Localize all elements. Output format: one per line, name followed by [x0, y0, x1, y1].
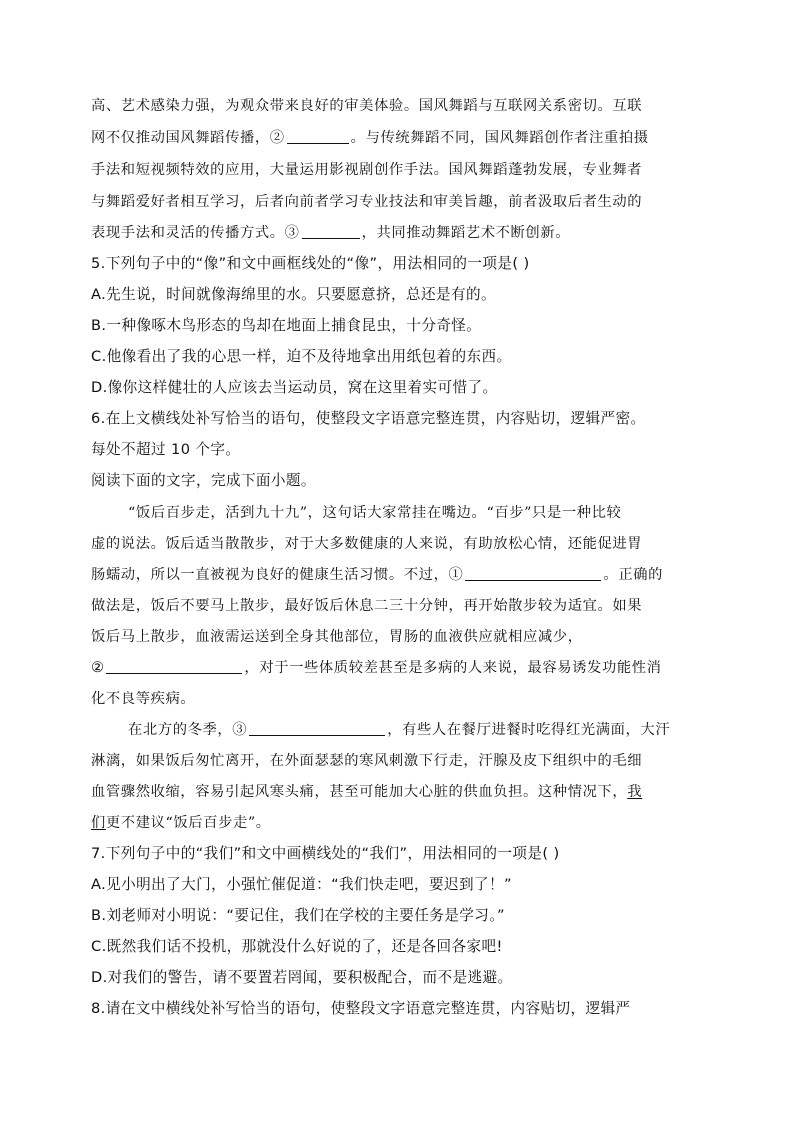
passage1-text: 与舞蹈爱好者相互学习，后者向前者学习专业技法和审美旨趣，前者汲取后者生动的: [91, 194, 643, 210]
passage2-text: 在北方的冬季，③: [128, 722, 248, 738]
reading-instruction: 阅读下面的文字，完成下面小题。: [91, 472, 316, 489]
question-8-stem: 8.请在文中横线处补写恰当的语句，使整段文字语意完整连贯，内容贴切，逻辑严: [91, 1000, 631, 1017]
passage1-text: 。与传统舞蹈不同，国风舞蹈创作者注重拍摄: [350, 130, 649, 146]
passage2-text: “饭后百步走，活到九十九”，这句话大家常挂在嘴边。“百步”只是一种比较: [128, 505, 622, 521]
passage1-text: ，共同推动舞蹈艺术不断创新。: [361, 225, 571, 241]
question-5-stem: 5.下列句子中的“像”和文中画框线处的“像”，用法相同的一项是( ): [91, 255, 530, 272]
passage2-text: 血管骤然收缩，容易引起风寒头痛，甚至可能加大心脏的供血负担。这种情况下，: [91, 784, 628, 800]
question-5-option-a[interactable]: A.先生说，时间就像海绵里的水。只要愿意挤，总还是有的。: [91, 286, 497, 303]
passage2-text: ，对于一些体质较差甚至是多病的人来说，最容易诱发功能性消: [244, 660, 662, 676]
passage1-text: 表现手法和灵活的传播方式。③: [91, 225, 300, 241]
passage1-text: 高、艺术感染力强，为观众带来良好的审美体验。国风舞蹈与互联网关系密切。互联: [91, 98, 643, 114]
underlined-word: 们: [91, 815, 106, 831]
fill-blank-2[interactable]: [106, 659, 242, 674]
passage2-line-11: [91, 813, 703, 833]
passage2-line-1: [128, 503, 703, 523]
passage2-text: 化不良等疾病。: [91, 691, 196, 707]
passage2-text: 做法是，饭后不要马上散步，最好饭后休息二三十分钟，再开始散步较为适宜。如果: [91, 598, 643, 614]
question-5-option-b[interactable]: B.一种像啄木鸟形态的鸟却在地面上捕食昆虫，十分奇怪。: [91, 317, 482, 334]
passage1-line-2: [91, 128, 703, 148]
question-7-option-d[interactable]: D.对我们的警告，请不要置若罔闻，要积极配合，而不是逃避。: [91, 969, 513, 986]
question-7-option-c[interactable]: C.既然我们话不投机，那就没什么好说的了，还是各回各家吧!: [91, 938, 503, 955]
passage2-text: 饭后马上散步，血液需运送到全身其他部位，胃肠的血液供应就相应减少，: [91, 629, 583, 645]
passage1-line-4: [91, 192, 703, 212]
passage2-text: 肠蠕动，所以一直被视为良好的健康生活习惯。不过，①: [91, 567, 464, 583]
passage1-text: 网不仅推动国风舞蹈传播，②: [91, 130, 285, 146]
underlined-word: 我: [627, 784, 643, 800]
question-6-stem: 6.在上文横线处补写恰当的语句，使整段文字语意完整连贯，内容贴切，逻辑严密。: [91, 410, 646, 427]
passage2-line-9: [91, 751, 703, 771]
passage2-line-10: [91, 782, 703, 802]
passage2-text: ，有些人在餐厅进餐时吃得红光满面，大汗: [387, 722, 671, 738]
fill-blank-1[interactable]: [465, 566, 601, 581]
passage1-line-3: [91, 160, 703, 180]
passage2-line-6: [91, 658, 703, 678]
passage2-line-3: [91, 565, 703, 585]
passage2-line-8: [128, 720, 703, 740]
passage1-text: 手法和短视频特效的应用，大量运用影视剧创作手法。国风舞蹈蓬勃发展，专业舞者: [91, 162, 643, 178]
passage2-line-7: [91, 689, 703, 709]
fill-blank-2[interactable]: [287, 129, 349, 144]
question-6-stem-cont: 每处不超过 10 个字。: [91, 441, 241, 458]
question-7-stem: 7.下列句子中的“我们”和文中画横线处的“我们”，用法相同的一项是( ): [91, 845, 560, 862]
passage2-line-4: [91, 596, 703, 616]
fill-blank-3[interactable]: [302, 224, 360, 239]
question-7-option-b[interactable]: B.刘老师对小明说：“要记住，我们在学校的主要任务是学习。”: [91, 907, 505, 924]
passage2-text: 虚的说法。饭后适当散散步，对于大多数健康的人来说，有助放松心情，还能促进胃: [91, 536, 643, 552]
passage1-line-5: [91, 223, 703, 243]
question-7-option-a[interactable]: A.见小明出了大门，小强忙催促道：“我们快走吧，要迟到了！”: [91, 876, 512, 893]
fill-blank-3[interactable]: [249, 721, 385, 736]
passage2-text: ②: [91, 660, 105, 676]
passage2-line-5: [91, 627, 703, 647]
passage2-text: 。正确的: [603, 567, 664, 583]
question-5-option-d[interactable]: D.像你这样健壮的人应该去当运动员，窝在这里着实可惜了。: [91, 379, 498, 396]
passage1-line-1: [91, 96, 703, 116]
passage2-text: 更不建议“饭后百步走”。: [105, 815, 271, 831]
question-5-option-c[interactable]: C.他像看出了我的心思一样，迫不及待地拿出用纸包着的东西。: [91, 348, 512, 365]
passage2-text: 淋漓，如果饭后匆忙离开，在外面瑟瑟的寒风刺激下行走，汗腺及皮下组织中的毛细: [91, 753, 643, 769]
passage2-line-2: [91, 534, 703, 554]
